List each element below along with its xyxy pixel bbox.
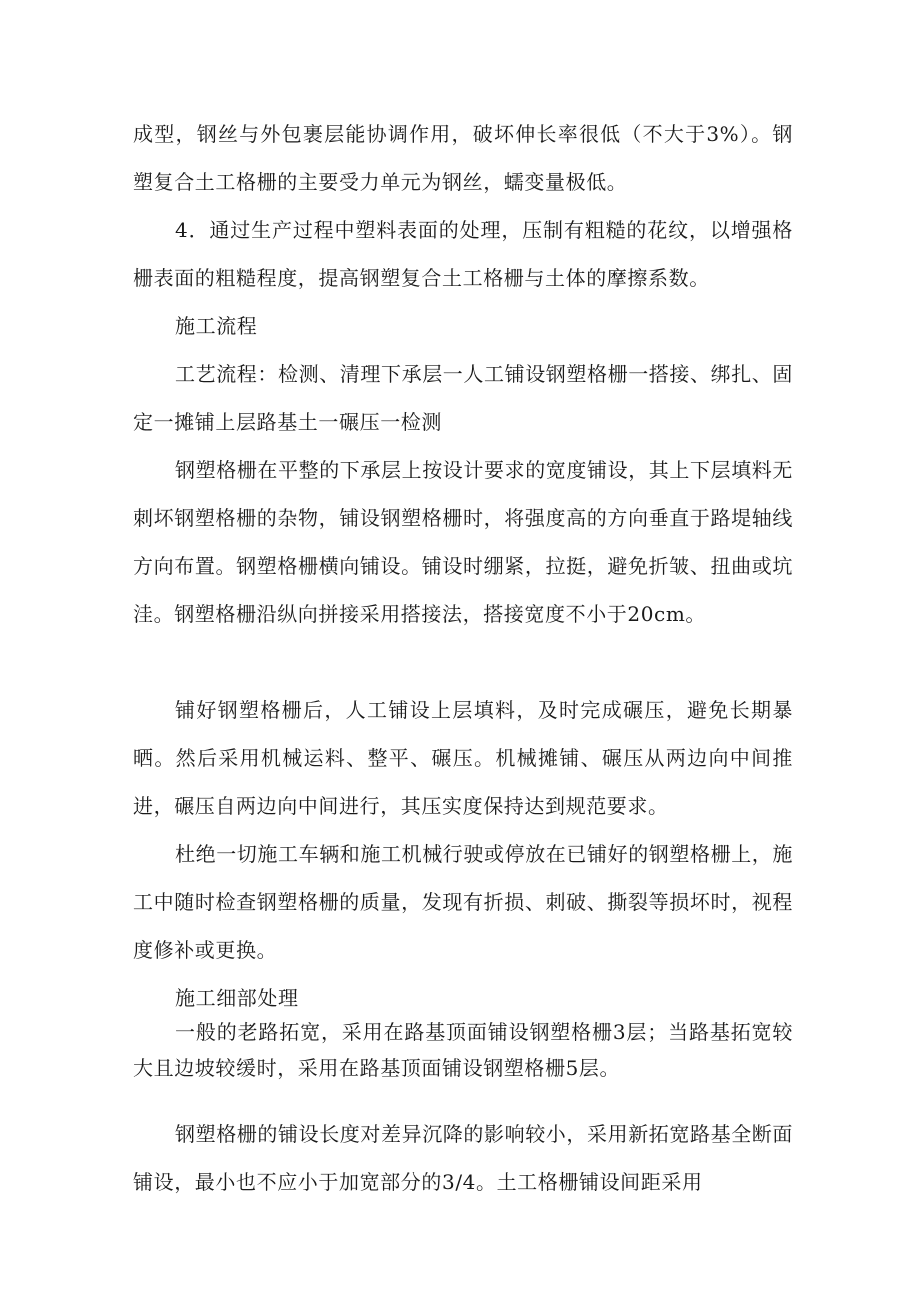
section-heading-construction-process: 施工流程: [175, 314, 258, 338]
paragraph-laying-method: 钢塑格栅在平整的下承层上按设计要求的宽度铺设，其上下层填料无刺坏钢塑格栅的杂物，铺设钢塑格栅时，将强度高的方向垂直于路堤轴线方向布置。钢塑格栅横向铺设。铺设时绷紧，拉挺，避免折皱、扭曲或坑洼。钢塑格栅沿纵向拼接采用搭接法，搭接宽度不小于20cm。: [133, 458, 793, 626]
section-heading-detail-treatment: 施工细部处理: [175, 986, 299, 1010]
paragraph-protection-inspection: 杜绝一切施工车辆和施工机械行驶或停放在已铺好的钢塑格栅上，施工中随时检查钢塑格栅的质量，发现有折损、刺破、撕裂等损坏时，视程度修补或更换。: [133, 842, 793, 962]
paragraph-widening-layers: 一般的老路拓宽，采用在路基顶面铺设钢塑格栅3层；当路基拓宽较大且边坡较缓时，采用在路基顶面铺设钢塑格栅5层。: [133, 1020, 793, 1080]
paragraph-process-flow: 工艺流程：检测、清理下承层一人工铺设钢塑格栅一搭接、绑扎、固定一摊铺上层路基土一碾压一检测: [133, 362, 793, 434]
paragraph-filling-compaction: 铺好钢塑格栅后，人工铺设上层填料，及时完成碾压，避免长期暴晒。然后采用机械运料、整平、碾压。机械摊铺、碾压从两边向中间推进，碾压自两边向中间进行，其压实度保持达到规范要求。: [133, 698, 793, 818]
paragraph-surface-treatment: 4．通过生产过程中塑料表面的处理，压制有粗糙的花纹，以增强格栅表面的粗糙程度，提高钢塑复合土工格栅与土体的摩擦系数。: [133, 218, 793, 290]
paragraph-material-properties: 成型，钢丝与外包裹层能协调作用，破坏伸长率很低（不大于3%）。钢塑复合土工格栅的主要受力单元为钢丝，蠕变量极低。: [133, 122, 793, 194]
paragraph-laying-length: 钢塑格栅的铺设长度对差异沉降的影响较小，采用新拓宽路基全断面铺设，最小也不应小于加宽部分的3/4。土工格栅铺设间距采用: [133, 1122, 793, 1194]
